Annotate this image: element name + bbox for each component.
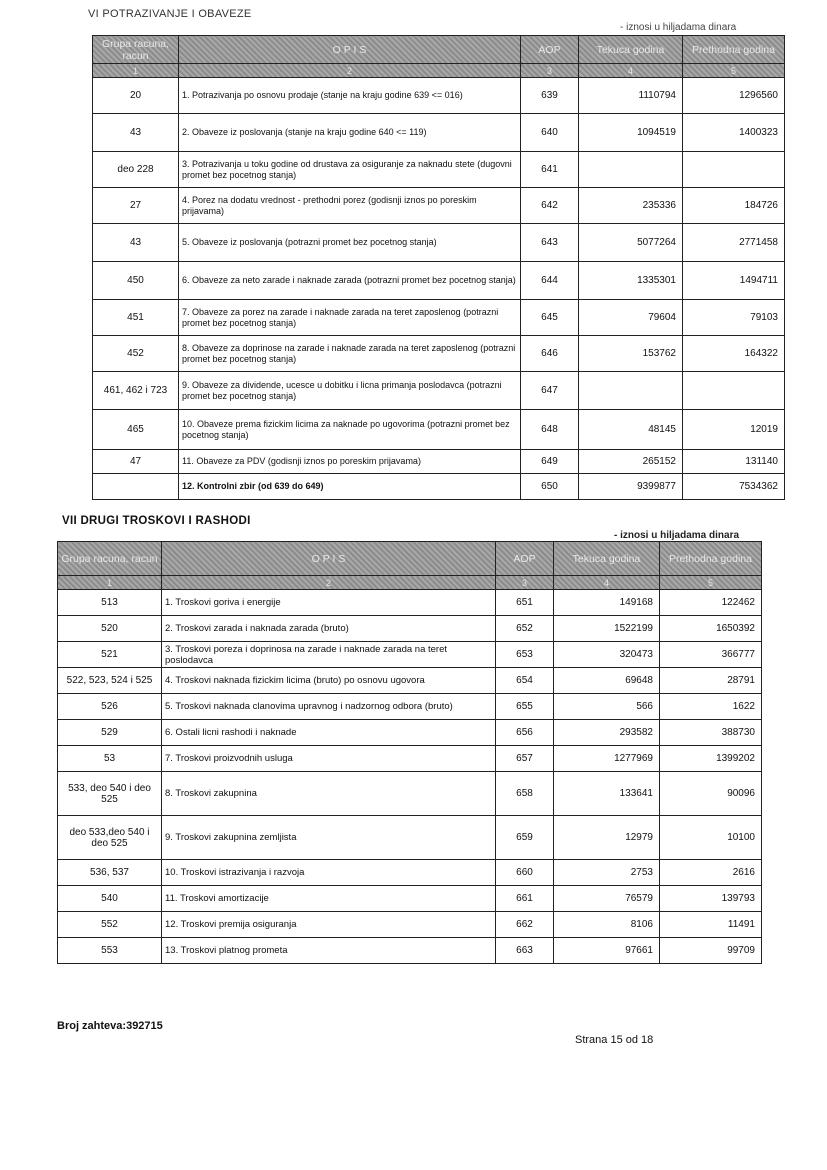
aop-cell: 642 — [521, 188, 579, 224]
header-num: 5 — [660, 576, 762, 590]
current-year-cell: 133641 — [554, 772, 660, 816]
account-cell: 450 — [93, 262, 179, 300]
description-cell: 7. Troskovi proizvodnih usluga — [162, 746, 496, 772]
table-row — [93, 410, 785, 450]
previous-year-cell: 1494711 — [683, 262, 785, 300]
section2-title: VII DRUGI TROSKOVI I RASHODI — [62, 515, 251, 527]
previous-year-cell — [683, 372, 785, 410]
header-num: 5 — [683, 64, 785, 78]
previous-year-cell — [683, 152, 785, 188]
previous-year-cell: 388730 — [660, 720, 762, 746]
description-cell: 8. Troskovi zakupnina — [162, 772, 496, 816]
current-year-cell: 1277969 — [554, 746, 660, 772]
account-cell: deo 228 — [93, 152, 179, 188]
current-year-cell: 2753 — [554, 860, 660, 886]
account-cell: 20 — [93, 78, 179, 114]
aop-cell: 645 — [521, 300, 579, 336]
header-num: 4 — [554, 576, 660, 590]
previous-year-cell: 1399202 — [660, 746, 762, 772]
description-cell: 4. Troskovi naknada fizickim licima (bruto) po osnovu ugovora — [162, 668, 496, 694]
table-row — [58, 938, 762, 964]
header-num: 4 — [579, 64, 683, 78]
account-cell: 451 — [93, 300, 179, 336]
account-cell: 520 — [58, 616, 162, 642]
section2-table — [57, 541, 762, 964]
table-row — [58, 590, 762, 616]
description-cell: 9. Obaveze za dividende, ucesce u dobitku i licna primanja poslodavca (potrazni promet bez pocetnog stanja) — [179, 372, 521, 410]
previous-year-cell: 99709 — [660, 938, 762, 964]
header-row — [58, 542, 762, 576]
account-cell: 53 — [58, 746, 162, 772]
aop-cell: 652 — [496, 616, 554, 642]
aop-cell: 653 — [496, 642, 554, 668]
account-cell: 553 — [58, 938, 162, 964]
aop-cell: 639 — [521, 78, 579, 114]
current-year-cell: 1335301 — [579, 262, 683, 300]
description-cell: 4. Porez na dodatu vrednost - prethodni porez (godisnji iznos po poreskim prijavama) — [179, 188, 521, 224]
description-cell: 1. Potrazivanja po osnovu prodaje (stanje na kraju godine 639 <= 016) — [179, 78, 521, 114]
current-year-cell: 1110794 — [579, 78, 683, 114]
account-cell: 526 — [58, 694, 162, 720]
aop-cell: 656 — [496, 720, 554, 746]
aop-cell: 658 — [496, 772, 554, 816]
aop-cell: 659 — [496, 816, 554, 860]
table-row — [93, 336, 785, 372]
account-cell: 521 — [58, 642, 162, 668]
current-year-cell: 153762 — [579, 336, 683, 372]
description-cell: 1. Troskovi goriva i energije — [162, 590, 496, 616]
account-cell: 43 — [93, 224, 179, 262]
current-year-cell — [579, 152, 683, 188]
aop-cell: 661 — [496, 886, 554, 912]
aop-cell: 654 — [496, 668, 554, 694]
description-cell: 11. Troskovi amortizacije — [162, 886, 496, 912]
account-cell: 27 — [93, 188, 179, 224]
table-row — [58, 694, 762, 720]
account-cell: 552 — [58, 912, 162, 938]
header-aop: AOP — [521, 36, 579, 64]
previous-year-cell: 10100 — [660, 816, 762, 860]
aop-cell: 649 — [521, 450, 579, 474]
description-cell: 13. Troskovi platnog prometa — [162, 938, 496, 964]
current-year-cell: 1094519 — [579, 114, 683, 152]
aop-cell: 663 — [496, 938, 554, 964]
section2-unit: - iznosi u hiljadama dinara — [614, 530, 740, 541]
current-year-cell: 97661 — [554, 938, 660, 964]
header-num-row — [58, 576, 762, 590]
account-cell: deo 533,deo 540 i deo 525 — [58, 816, 162, 860]
aop-cell: 640 — [521, 114, 579, 152]
section1-table — [92, 35, 785, 500]
aop-cell: 650 — [521, 474, 579, 500]
section1-title: VI POTRAZIVANJE I OBAVEZE — [88, 8, 252, 20]
header-desc: O P I S — [179, 36, 521, 64]
description-cell: 10. Obaveze prema fizickim licima za naknade po ugovorima (potrazni promet bez pocetnog stanja) — [179, 410, 521, 450]
aop-cell: 644 — [521, 262, 579, 300]
description-cell: 3. Troskovi poreza i doprinosa na zarade i naknade zarada na teret poslodavca — [162, 642, 496, 668]
table-row — [93, 188, 785, 224]
header-previous: Prethodna godina — [683, 36, 785, 64]
current-year-cell: 5077264 — [579, 224, 683, 262]
previous-year-cell: 1622 — [660, 694, 762, 720]
current-year-cell: 265152 — [579, 450, 683, 474]
current-year-cell: 320473 — [554, 642, 660, 668]
header-num: 3 — [521, 64, 579, 78]
account-cell: 536, 537 — [58, 860, 162, 886]
account-cell: 47 — [93, 450, 179, 474]
aop-cell: 657 — [496, 746, 554, 772]
previous-year-cell: 1650392 — [660, 616, 762, 642]
current-year-cell: 69648 — [554, 668, 660, 694]
table-row — [93, 152, 785, 188]
table-row — [93, 262, 785, 300]
aop-cell: 648 — [521, 410, 579, 450]
account-cell: 533, deo 540 i deo 525 — [58, 772, 162, 816]
table-row — [93, 78, 785, 114]
account-cell: 43 — [93, 114, 179, 152]
aop-cell: 646 — [521, 336, 579, 372]
header-num-row — [93, 64, 785, 78]
account-cell — [93, 474, 179, 500]
description-cell: 2. Obaveze iz poslovanja (stanje na kraju godine 640 <= 119) — [179, 114, 521, 152]
description-cell: 6. Ostali licni rashodi i naknade — [162, 720, 496, 746]
current-year-cell: 1522199 — [554, 616, 660, 642]
account-cell: 461, 462 i 723 — [93, 372, 179, 410]
table-row — [93, 224, 785, 262]
previous-year-cell: 12019 — [683, 410, 785, 450]
current-year-cell: 76579 — [554, 886, 660, 912]
description-cell: 12. Troskovi premija osiguranja — [162, 912, 496, 938]
aop-cell: 651 — [496, 590, 554, 616]
header-current: Tekuca godina — [579, 36, 683, 64]
header-num: 3 — [496, 576, 554, 590]
header-account: Grupa racuna, racun — [58, 542, 162, 576]
description-cell: 8. Obaveze za doprinose na zarade i naknade zarada na teret zaposlenog (potrazni promet bez pocetnog stanja) — [179, 336, 521, 372]
current-year-cell: 235336 — [579, 188, 683, 224]
header-num: 1 — [58, 576, 162, 590]
previous-year-cell: 164322 — [683, 336, 785, 372]
header-aop: AOP — [496, 542, 554, 576]
table-row — [93, 474, 785, 500]
previous-year-cell: 7534362 — [683, 474, 785, 500]
page-number: Strana 15 od 18 — [575, 1034, 654, 1046]
header-previous: Prethodna godina — [660, 542, 762, 576]
request-number: Broj zahteva:392715 — [57, 1020, 163, 1032]
aop-cell: 647 — [521, 372, 579, 410]
description-cell: 5. Troskovi naknada clanovima upravnog i nadzornog odbora (bruto) — [162, 694, 496, 720]
current-year-cell: 566 — [554, 694, 660, 720]
header-row — [93, 36, 785, 64]
description-cell: 3. Potrazivanja u toku godine od drustava za osiguranje za naknadu stete (dugovni promet bez pocetnog stanja) — [179, 152, 521, 188]
header-account: Grupa racuna, racun — [93, 36, 179, 64]
previous-year-cell: 122462 — [660, 590, 762, 616]
account-cell: 522, 523, 524 i 525 — [58, 668, 162, 694]
description-cell: 7. Obaveze za porez na zarade i naknade zarada na teret zaposlenog (potrazni promet bez pocetnog stanja) — [179, 300, 521, 336]
table-row — [58, 668, 762, 694]
description-cell: 2. Troskovi zarada i naknada zarada (bruto) — [162, 616, 496, 642]
header-num: 1 — [93, 64, 179, 78]
header-desc: O P I S — [162, 542, 496, 576]
table-row — [58, 746, 762, 772]
current-year-cell: 48145 — [579, 410, 683, 450]
table-row — [93, 300, 785, 336]
previous-year-cell: 11491 — [660, 912, 762, 938]
previous-year-cell: 2771458 — [683, 224, 785, 262]
aop-cell: 641 — [521, 152, 579, 188]
previous-year-cell: 131140 — [683, 450, 785, 474]
description-cell: 10. Troskovi istrazivanja i razvoja — [162, 860, 496, 886]
table-row — [93, 450, 785, 474]
table-row — [58, 720, 762, 746]
header-num: 2 — [179, 64, 521, 78]
table-row — [58, 642, 762, 668]
table-row — [58, 772, 762, 816]
previous-year-cell: 90096 — [660, 772, 762, 816]
table-row — [58, 616, 762, 642]
current-year-cell: 149168 — [554, 590, 660, 616]
table-row — [93, 372, 785, 410]
current-year-cell — [579, 372, 683, 410]
description-cell: 9. Troskovi zakupnina zemljista — [162, 816, 496, 860]
account-cell: 452 — [93, 336, 179, 372]
header-current: Tekuca godina — [554, 542, 660, 576]
current-year-cell: 8106 — [554, 912, 660, 938]
description-cell: 12. Kontrolni zbir (od 639 do 649) — [179, 474, 521, 500]
current-year-cell: 12979 — [554, 816, 660, 860]
account-cell: 540 — [58, 886, 162, 912]
account-cell: 513 — [58, 590, 162, 616]
current-year-cell: 293582 — [554, 720, 660, 746]
table-row — [58, 816, 762, 860]
previous-year-cell: 2616 — [660, 860, 762, 886]
aop-cell: 660 — [496, 860, 554, 886]
account-cell: 465 — [93, 410, 179, 450]
previous-year-cell: 1296560 — [683, 78, 785, 114]
aop-cell: 655 — [496, 694, 554, 720]
description-cell: 5. Obaveze iz poslovanja (potrazni promet bez pocetnog stanja) — [179, 224, 521, 262]
table-row — [93, 114, 785, 152]
previous-year-cell: 1400323 — [683, 114, 785, 152]
description-cell: 11. Obaveze za PDV (godisnji iznos po poreskim prijavama) — [179, 450, 521, 474]
table-row — [58, 886, 762, 912]
aop-cell: 662 — [496, 912, 554, 938]
current-year-cell: 9399877 — [579, 474, 683, 500]
previous-year-cell: 184726 — [683, 188, 785, 224]
aop-cell: 643 — [521, 224, 579, 262]
previous-year-cell: 139793 — [660, 886, 762, 912]
table-row — [58, 912, 762, 938]
previous-year-cell: 28791 — [660, 668, 762, 694]
header-num: 2 — [162, 576, 496, 590]
section1-unit: - iznosi u hiljadama dinara — [620, 22, 737, 33]
table-row — [58, 860, 762, 886]
current-year-cell: 79604 — [579, 300, 683, 336]
description-cell: 6. Obaveze za neto zarade i naknade zarada (potrazni promet bez pocetnog stanja) — [179, 262, 521, 300]
account-cell: 529 — [58, 720, 162, 746]
previous-year-cell: 366777 — [660, 642, 762, 668]
previous-year-cell: 79103 — [683, 300, 785, 336]
